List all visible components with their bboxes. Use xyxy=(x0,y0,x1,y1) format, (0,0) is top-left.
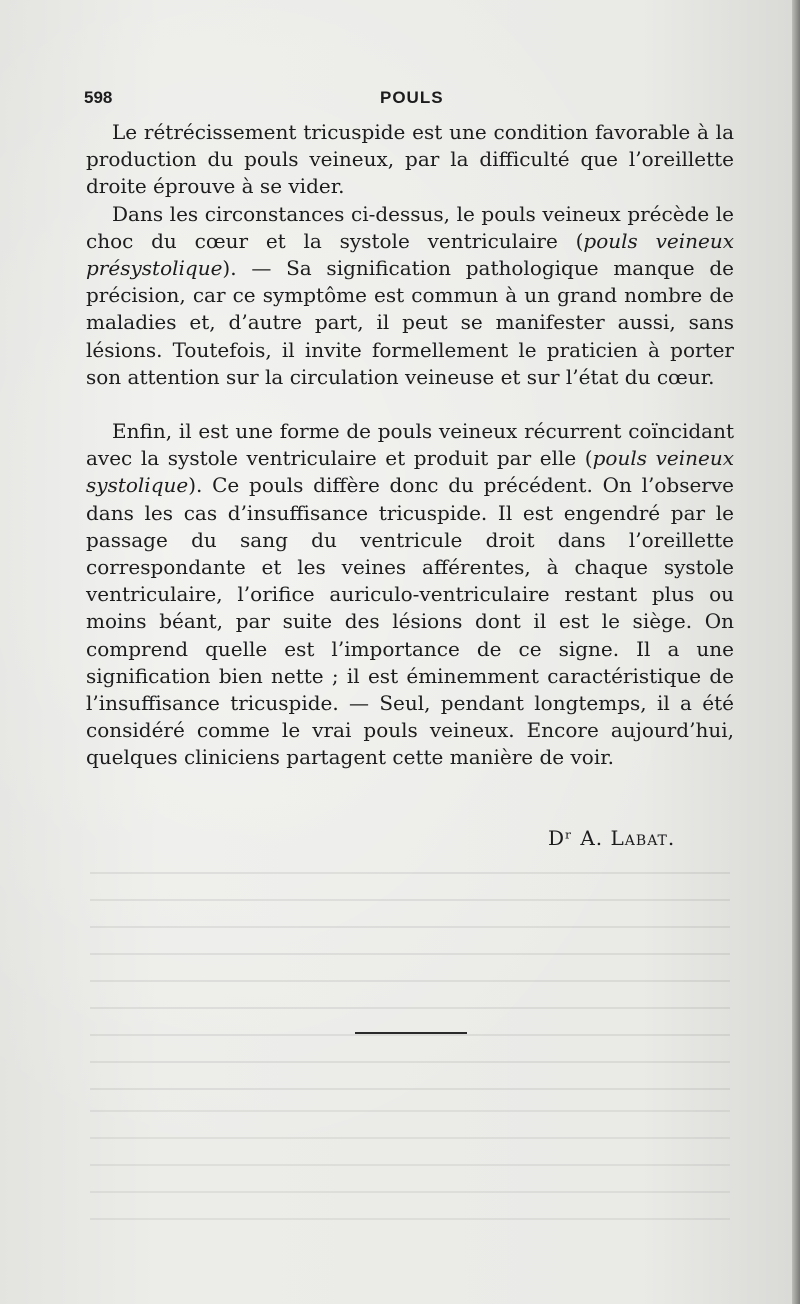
author-signature xyxy=(548,826,675,850)
show-through-texture xyxy=(90,860,730,1090)
paragraph-1 xyxy=(86,119,734,201)
paragraph-3-italic-term: pouls veineux systolique xyxy=(86,446,734,498)
paragraph-2-italic-term: pouls veineux présystolique xyxy=(86,228,735,281)
author-title: Dʳ xyxy=(548,826,573,850)
author-initial: A. xyxy=(580,826,604,850)
page-header xyxy=(84,88,732,114)
running-head: POULS xyxy=(380,88,444,107)
section-divider xyxy=(355,1032,467,1034)
paragraph-2-text: Dans les circonstances ci-dessus, le pouls veineux précède le choc du cœur et la systole ventriculaire ( xyxy=(86,201,734,253)
paragraph-3-text: Enfin, il est une forme de pouls veineux récurrent coïncidant avec la systole ventriculaire et produit par elle ( xyxy=(86,419,734,471)
article-body xyxy=(86,119,734,772)
paragraph-2 xyxy=(86,201,734,391)
author-name: Labat. xyxy=(610,826,676,850)
page-number: 598 xyxy=(84,88,113,107)
paragraph-1-text: Le rétrécissement tricuspide est une condition favorable à la production du pouls veineux, par la difficulté que l’oreillette droite éprouve à se vider. xyxy=(86,120,734,199)
paragraph-3-rest: ). Ce pouls diffère donc du précédent. On l’observe dans les cas d’insuffisance tricuspide. Il est engendré par le passage du sang du ventricule droit dans l’oreillette correspondante et les veines afférentes, à chaque systole ventriculaire, l’orifice auriculo-ventriculaire restant plus ou moins béant, par suite des lésions dont il est le siège. On comprend quelle est l’importance de ce signe. Il a une signification bien nette ; il est éminemment caractéristique de l’insuffisance tricuspide. — Seul, pendant longtemps, il a été considéré comme le vrai pouls veineux. Encore aujourd’hui, quelques cliniciens partagent cette manière de voir. xyxy=(86,473,734,770)
page-edge xyxy=(792,0,800,1304)
show-through-texture-lower xyxy=(90,1110,730,1220)
paragraph-2-rest: ). — Sa signification pathologique manque de précision, car ce symptôme est commun à un grand nombre de maladies et, d’autre part, il peut se manifester aussi, sans lésions. Toutefois, il invite formellement le praticien à porter son attention sur la circulation veineuse et sur l’état du cœur. xyxy=(86,256,734,389)
paragraph-3 xyxy=(86,418,734,772)
